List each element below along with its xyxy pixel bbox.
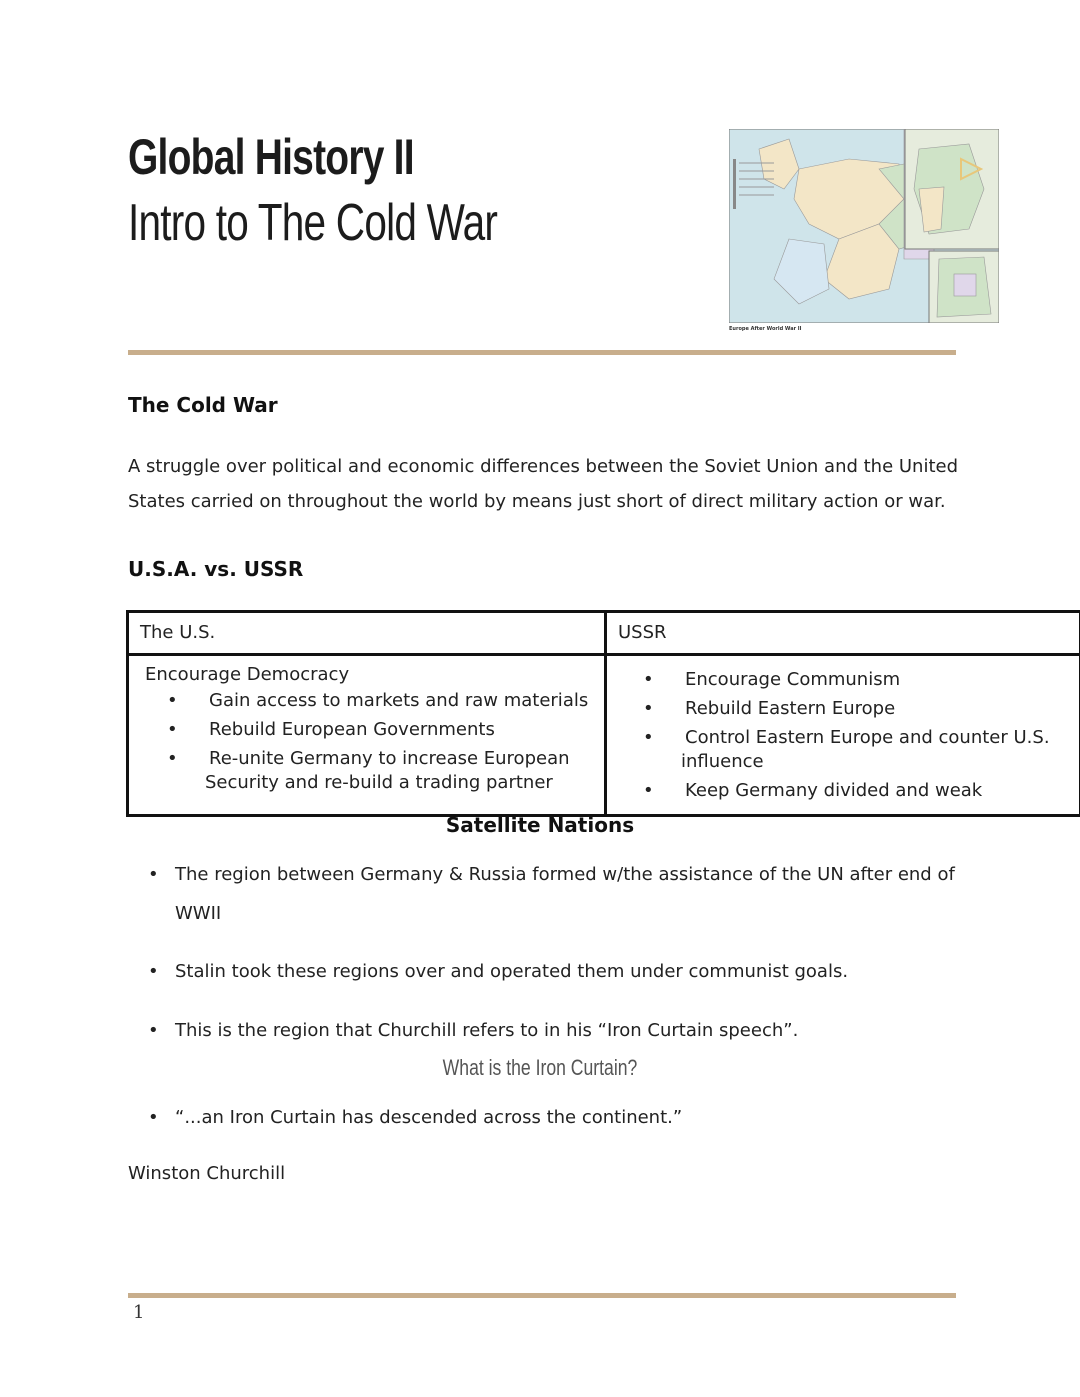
list-item: • Rebuild Eastern Europe [623, 697, 1069, 721]
document-title: Global History II [128, 129, 414, 185]
table-header-ussr: USSR [606, 612, 1080, 655]
table-row [128, 655, 1080, 816]
list-item: • Gain access to markets and raw materials [145, 689, 594, 713]
document-subtitle: Intro to The Cold War [128, 194, 498, 252]
section-heading-usa-vs-ussr: U.S.A. vs. USSR [128, 557, 304, 581]
bullet-item-quote: • “...an Iron Curtain has descended across the continent.” [148, 1098, 955, 1137]
section-heading-satellite-nations: Satellite Nations [445, 813, 635, 837]
list-item: • Rebuild European Governments [145, 718, 594, 742]
bullet-item: • Stalin took these regions over and operated them under communist goals. [148, 952, 955, 991]
list-item: • Keep Germany divided and weak [623, 779, 1069, 803]
bullet-item: • This is the region that Churchill refers to in his “Iron Curtain speech”. [148, 1011, 955, 1050]
ussr-goals-list [623, 668, 1069, 803]
list-item: • Control Eastern Europe and counter U.S. influence [623, 726, 1069, 774]
bullet-dot: • [148, 1020, 159, 1041]
bottom-divider [128, 1293, 956, 1298]
list-item: • Encourage Communism [623, 668, 1069, 692]
cold-war-definition: A struggle over political and economic differences between the Soviet Union and the United States carried on throughout the world by means just short of direct military action or war. [128, 456, 959, 512]
bullet-dot: • [148, 1107, 159, 1128]
europe-map-illustration [729, 129, 999, 323]
quote-attribution: Winston Churchill [128, 1163, 286, 1184]
ussr-goals-cell [606, 655, 1080, 816]
us-goals-cell [128, 655, 606, 816]
map-caption: Europe After World War II [729, 326, 802, 332]
comparison-table [126, 610, 1080, 817]
bullet-dot: • [148, 961, 159, 982]
bullet-item: • The region between Germany & Russia formed w/the assistance of the UN after end of WWII [148, 855, 955, 933]
us-goals-list [145, 689, 594, 795]
us-goals-lead: Encourage Democracy [145, 664, 350, 685]
list-item: • Re-unite Germany to increase European Security and re-build a trading partner [145, 747, 594, 795]
europe-map-image [729, 129, 999, 323]
bullet-dot: • [148, 864, 159, 885]
page-number: 1 [133, 1302, 145, 1323]
table-header-row [128, 612, 1080, 655]
iron-curtain-question: What is the Iron Curtain? [442, 1055, 638, 1080]
section-heading-cold-war: The Cold War [128, 393, 278, 417]
table-header-us: The U.S. [128, 612, 606, 655]
top-divider [128, 350, 956, 355]
